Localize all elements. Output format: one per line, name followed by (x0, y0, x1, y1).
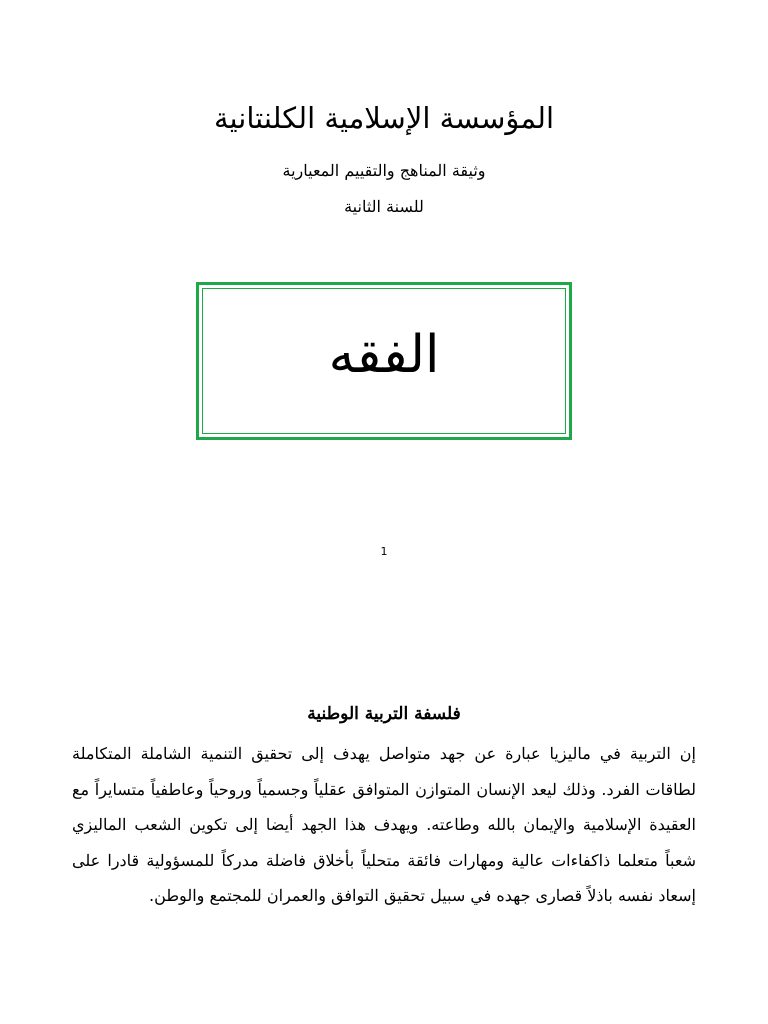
institution-name: المؤسسة الإسلامية الكلنتانية (213, 101, 555, 135)
section-heading: فلسفة التربية الوطنية (307, 704, 461, 724)
document-subtitle: وثيقة المناهج والتقييم المعيارية (282, 161, 486, 180)
subject-title-frame-inner (202, 288, 566, 434)
year-label: للسنة الثانية (344, 197, 424, 216)
page-number: 1 (380, 545, 388, 558)
body-paragraph: إن التربية في ماليزيا عبارة عن جهد متواصل يهدف إلى تحقيق التنمية الشاملة المتكاملة لطاقات الفرد. وذلك ليعد الإنسان المتوازن المتوافق عقلياً وجسمياً وروحياً وعاطفياً متسايراً مع العقيدة الإسلامية والإيمان بالله وطاعته. ويهدف هذا الجهد أيضا إلى تكوين الشعب الماليزي شعباً متعلما ذاكفاءات عالية ومهارات فائقة متحلياً بأخلاق فاضلة مدركاً للمسؤولية قادرا على إسعاد نفسه باذلاً قصارى جهده في سبيل تحقيق التوافق والعمران للمجتمع والوطن. (72, 744, 696, 905)
subject-title: الفقه (328, 325, 440, 385)
subject-title-frame (196, 282, 572, 440)
